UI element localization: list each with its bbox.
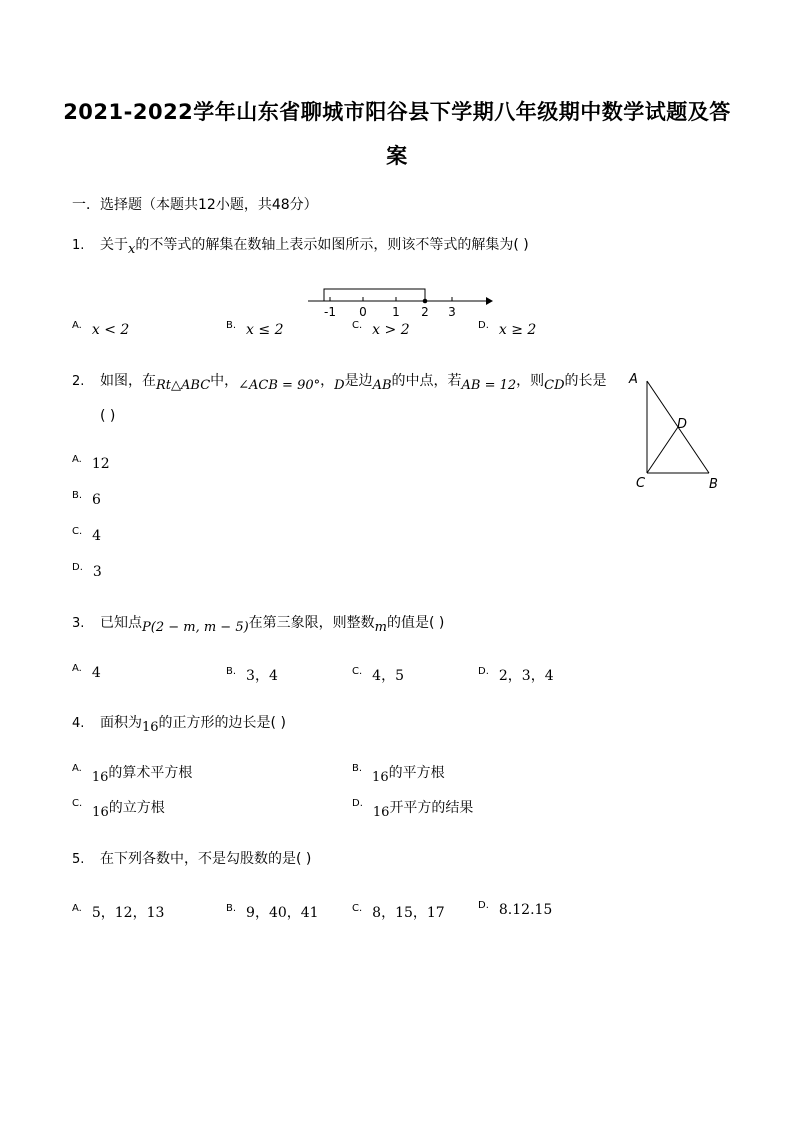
- option-number: 16: [92, 805, 109, 820]
- q3-option-d[interactable]: [478, 665, 554, 685]
- answer-paren: ( ): [429, 615, 445, 631]
- q2-text: 是边: [344, 373, 373, 389]
- q2-text: 中，: [210, 373, 239, 389]
- q4-option-a[interactable]: [72, 762, 193, 785]
- option-text: 8.12.15: [498, 902, 553, 918]
- axis-label: 1: [392, 305, 400, 319]
- option-label: C.: [352, 320, 363, 331]
- q1-option-a[interactable]: [72, 322, 129, 338]
- q2-math: AB: [372, 378, 392, 393]
- q3-math: m: [374, 620, 387, 635]
- q2-math: D: [334, 378, 345, 393]
- q4-option-b[interactable]: [352, 762, 445, 785]
- answer-paren: ( ): [100, 408, 116, 424]
- option-text: 5，12，13: [91, 905, 165, 921]
- option-text: 8，15，17: [372, 905, 445, 921]
- q2-text: ，则: [516, 373, 545, 389]
- q2-math: AB = 12: [461, 378, 517, 393]
- q4-math: 16: [142, 720, 159, 735]
- axis-label: 2: [421, 305, 429, 319]
- solution-range-bracket: [324, 289, 425, 301]
- question-number: 1.: [72, 238, 85, 253]
- option-label: D.: [478, 320, 489, 331]
- axis-label: 0: [359, 305, 367, 319]
- question-4: [72, 712, 286, 735]
- q2-text: 的中点，若: [391, 373, 462, 389]
- option-label: D.: [478, 666, 489, 677]
- q2-option-b[interactable]: [72, 492, 101, 508]
- option-label: B.: [226, 666, 237, 677]
- option-text: 2，3，4: [498, 668, 554, 684]
- option-label: B.: [352, 763, 363, 774]
- option-number: 16: [372, 805, 390, 820]
- q5-option-d[interactable]: [478, 902, 552, 918]
- q2-option-d[interactable]: [72, 564, 102, 580]
- option-label: C.: [352, 903, 363, 914]
- axis-label: 3: [448, 305, 456, 319]
- median-cd: [647, 427, 678, 473]
- q4-text: 的正方形的边长是: [158, 715, 271, 731]
- option-text: x < 2: [91, 322, 130, 338]
- title-line-2: 案: [386, 144, 408, 168]
- title-line-1: 2021-2022学年山东省聊城市阳谷县下学期八年级期中数学试题及答: [63, 100, 731, 124]
- q2-option-c[interactable]: [72, 528, 101, 544]
- q3-text: 在第三象限，则整数: [248, 615, 375, 631]
- question-number: 3.: [72, 616, 85, 631]
- option-label: C.: [72, 798, 83, 809]
- q3-option-b[interactable]: [226, 665, 278, 685]
- q5-option-a[interactable]: [72, 902, 164, 922]
- option-text: 3: [92, 564, 102, 580]
- answer-paren: ( ): [270, 715, 286, 731]
- vertex-label-b: B: [709, 477, 718, 492]
- option-number: 16: [91, 770, 109, 785]
- solid-endpoint-dot: [423, 299, 428, 304]
- option-label: B.: [72, 490, 83, 501]
- q1-option-d[interactable]: [478, 322, 536, 338]
- number-line-figure: [300, 280, 500, 320]
- option-label: A.: [72, 663, 82, 674]
- q3-option-a[interactable]: [72, 665, 101, 681]
- option-label: D.: [352, 798, 363, 809]
- section-header: 一．选择题（本题共12小题，共48分）: [72, 197, 318, 213]
- option-label: C.: [72, 526, 83, 537]
- option-text: 3，4: [246, 668, 278, 684]
- q4-text: 面积为: [100, 715, 142, 731]
- option-label: A.: [72, 903, 82, 914]
- option-label: B.: [226, 903, 237, 914]
- option-label: B.: [226, 320, 237, 331]
- q2-math: Rt△ABC: [156, 378, 211, 393]
- option-label: A.: [72, 320, 82, 331]
- q3-math: P(2 − m, m − 5): [142, 620, 249, 635]
- axis-arrow-icon: [486, 297, 493, 305]
- question-number: 4.: [72, 716, 85, 731]
- option-label: A.: [72, 454, 82, 465]
- question-3: [72, 612, 445, 635]
- option-text: 的平方根: [388, 765, 445, 781]
- option-text: 4，5: [372, 668, 404, 684]
- option-text: x ≥ 2: [498, 322, 537, 338]
- option-number: 16: [372, 770, 389, 785]
- q4-option-d[interactable]: [352, 797, 474, 820]
- option-label: D.: [72, 562, 83, 573]
- q2-math: ∠ACB = 90°: [238, 378, 321, 393]
- q1-option-c[interactable]: [352, 322, 410, 338]
- q5-option-b[interactable]: [226, 902, 319, 922]
- q5-option-c[interactable]: [352, 902, 445, 922]
- q1-option-b[interactable]: [226, 322, 283, 338]
- option-text: 12: [91, 456, 110, 472]
- answer-paren: ( ): [296, 851, 312, 867]
- question-number: 2.: [72, 374, 85, 389]
- triangle-figure: [625, 365, 725, 495]
- option-text: 6: [92, 492, 101, 508]
- question-5: [72, 848, 311, 868]
- q3-text: 已知点: [100, 615, 142, 631]
- option-label: D.: [478, 900, 489, 911]
- q2-option-a[interactable]: [72, 456, 110, 472]
- axis-label: -1: [324, 305, 336, 319]
- option-text: 的立方根: [108, 800, 165, 816]
- q1-text-2: 的不等式的解集在数轴上表示如图所示，则该不等式的解集为: [135, 237, 514, 253]
- q3-option-c[interactable]: [352, 665, 404, 685]
- option-text: 4: [91, 665, 101, 681]
- vertex-label-a: A: [629, 372, 638, 387]
- option-label: A.: [72, 763, 82, 774]
- option-text: 9，40，41: [246, 905, 319, 921]
- q1-text-1: 关于: [100, 237, 128, 253]
- point-label-d: D: [677, 417, 688, 432]
- q1-var-x: x: [128, 242, 136, 257]
- question-2: [72, 370, 607, 393]
- question-1: [72, 234, 529, 257]
- q3-text: 的值是: [387, 615, 429, 631]
- q2-math: CD: [544, 378, 565, 393]
- q2-text: 如图，在: [100, 373, 156, 389]
- option-text: x > 2: [372, 322, 410, 338]
- answer-paren: ( ): [513, 237, 529, 253]
- option-text: x ≤ 2: [246, 322, 284, 338]
- option-label: C.: [352, 666, 363, 677]
- option-text: 开平方的结果: [389, 800, 474, 816]
- vertex-label-c: C: [636, 476, 646, 491]
- option-text: 4: [92, 528, 102, 544]
- q5-text: 在下列各数中，不是勾股数的是: [100, 851, 296, 867]
- option-text: 的算术平方根: [108, 765, 193, 781]
- question-number: 5.: [72, 852, 85, 867]
- q4-option-c[interactable]: [72, 797, 165, 820]
- q2-text: 的长是: [564, 373, 607, 389]
- q2-text: ，: [320, 373, 335, 389]
